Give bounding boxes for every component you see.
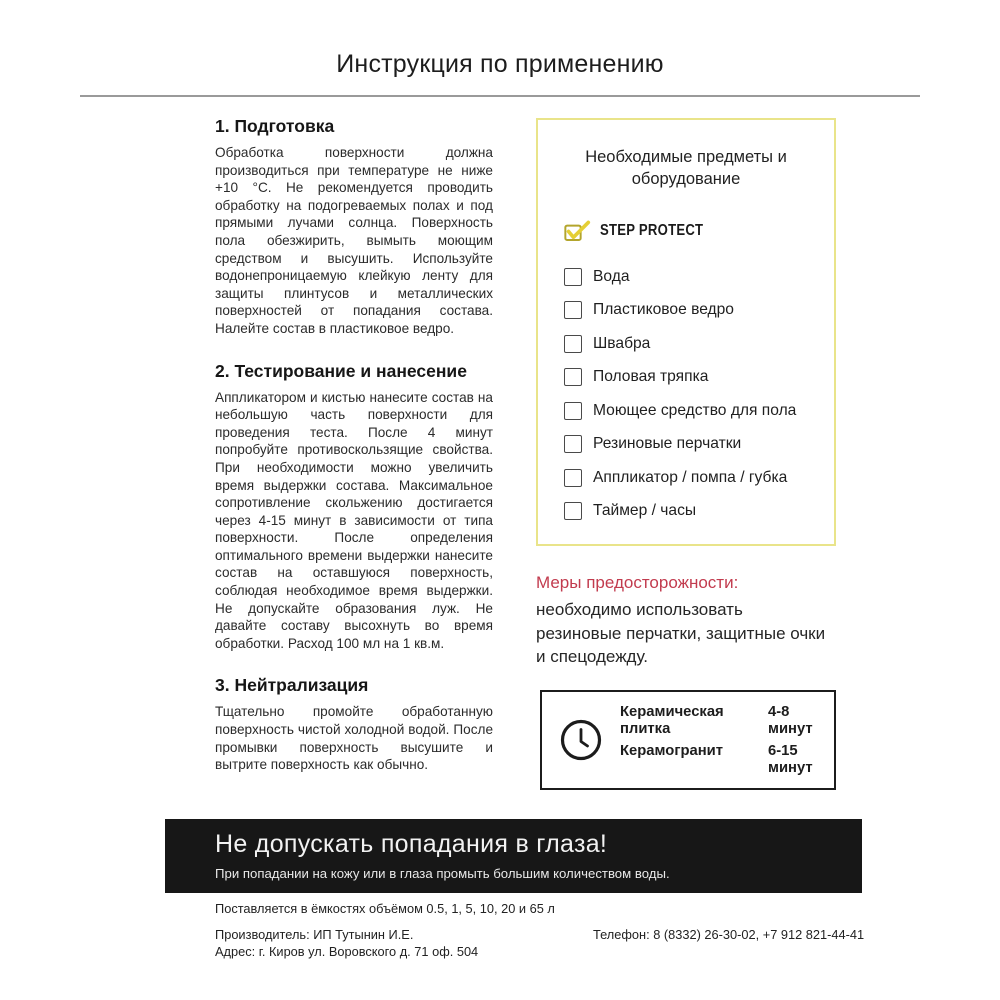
title-divider: [80, 95, 920, 97]
timing-row: [620, 743, 826, 777]
equipment-item-label: Половая тряпка: [593, 368, 709, 386]
timing-value: 6-15 минут: [768, 742, 813, 776]
checkbox-icon: [564, 435, 582, 453]
warning-banner-title: Не допускать попадания в глаза!: [215, 830, 608, 858]
section-preparation: [215, 116, 493, 338]
equipment-item-label: Аппликатор / помпа / губка: [593, 468, 788, 486]
brand-row: [564, 218, 834, 244]
precautions-block: [536, 573, 826, 669]
timing-surface: Керамическая плитка: [620, 703, 724, 737]
equipment-item: [564, 294, 834, 328]
checkbox-icon: [564, 301, 582, 319]
checkbox-icon: [564, 502, 582, 520]
checkbox-icon: [564, 402, 582, 420]
equipment-list: [538, 260, 834, 528]
equipment-box: [536, 118, 836, 546]
checkbox-icon: [564, 268, 582, 286]
section-heading: 3. Нейтрализация: [215, 675, 369, 696]
equipment-item: [564, 361, 834, 395]
checkbox-icon: [564, 335, 582, 353]
equipment-item: [564, 327, 834, 361]
equipment-item-label: Таймер / часы: [593, 502, 697, 520]
clock-icon: [542, 718, 620, 762]
equipment-item: [564, 461, 834, 495]
page-title: Инструкция по применению: [336, 50, 664, 78]
checkbox-icon: [564, 368, 582, 386]
section-testing-application: [215, 361, 493, 653]
section-heading: 1. Подготовка: [215, 116, 335, 136]
equipment-item-label: Пластиковое ведро: [593, 301, 734, 319]
footer-address: Адрес: г. Киров ул. Воровского д. 71 оф. 504: [215, 944, 479, 959]
section-body: Тщательно промойте обработанную поверхность чистой холодной водой. После промывки поверхность высушите и вытрите поверхность как обычно.: [215, 704, 493, 773]
warning-banner-subtitle: При попадании на кожу или в глаза промыть большим количеством воды.: [215, 866, 670, 881]
timing-rows: [620, 699, 834, 782]
timing-row: [620, 704, 826, 738]
footer-volumes: Поставляется в ёмкостях объёмом 0.5, 1, 5, 10, 20 и 65 л: [215, 901, 555, 916]
equipment-item: [564, 428, 834, 462]
section-heading: 2. Тестирование и нанесение: [215, 360, 467, 381]
section-body: Аппликатором и кистью нанесите состав на небольшую часть поверхности для проведения теста. После 4 минут попробуйте противоскользящие свойства. При необходимости можно увеличить время выдержки состава. Максимальное сопротивление скольжению достигается через 4-15 минут в зависимости от типа поверхности. После определения оптимального времени выдержки нанесите состав на оставшуюся поверхность, соблюдая необходимое время выдержки. Не допускайте образования луж. Не давайте составу высохнуть во время обработки. Расход 100 мл на 1 кв.м.: [215, 389, 493, 651]
instructions-column: [215, 116, 493, 797]
brand-checkmark-icon: [564, 219, 591, 243]
equipment-item: [564, 260, 834, 294]
timing-box: [540, 690, 836, 790]
timing-surface: Керамогранит: [620, 742, 724, 759]
section-neutralization: [215, 675, 493, 773]
brand-name: STEP PROTECT: [600, 222, 704, 239]
equipment-item-label: Резиновые перчатки: [593, 435, 742, 453]
precautions-heading: Меры предосторожности:: [536, 573, 739, 592]
timing-value: 4-8 минут: [768, 703, 813, 737]
footer-manufacturer: Производитель: ИП Тутынин И.Е.: [215, 927, 414, 942]
equipment-item-label: Вода: [593, 267, 630, 285]
section-body: Обработка поверхности должна производиться при температуре не ниже +10 °C. Не рекомендуется проводить обработку на подогреваемых полах и под прямыми лучами солнца. Поверхность пола обезжирить, вымыть моющим средством и высушить. Используйте водонепроницаемую клейкую ленту для защиты плинтусов и металлических поверхностей от попадания состава. Налейте состав в пластиковое ведро.: [215, 145, 493, 336]
equipment-item-label: Моющее средство для пола: [593, 401, 797, 419]
warning-banner: [165, 819, 862, 893]
equipment-item-label: Швабра: [593, 334, 651, 352]
equipment-box-title: Необходимые предметы и оборудование: [585, 148, 787, 188]
checkbox-icon: [564, 469, 582, 487]
equipment-item: [564, 394, 834, 428]
footer-phone: Телефон: 8 (8332) 26-30-02, +7 912 821-44-41: [593, 927, 865, 942]
equipment-item: [564, 495, 834, 529]
precautions-body: необходимо использовать резиновые перчатки, защитные очки и спецодежду.: [536, 600, 826, 666]
